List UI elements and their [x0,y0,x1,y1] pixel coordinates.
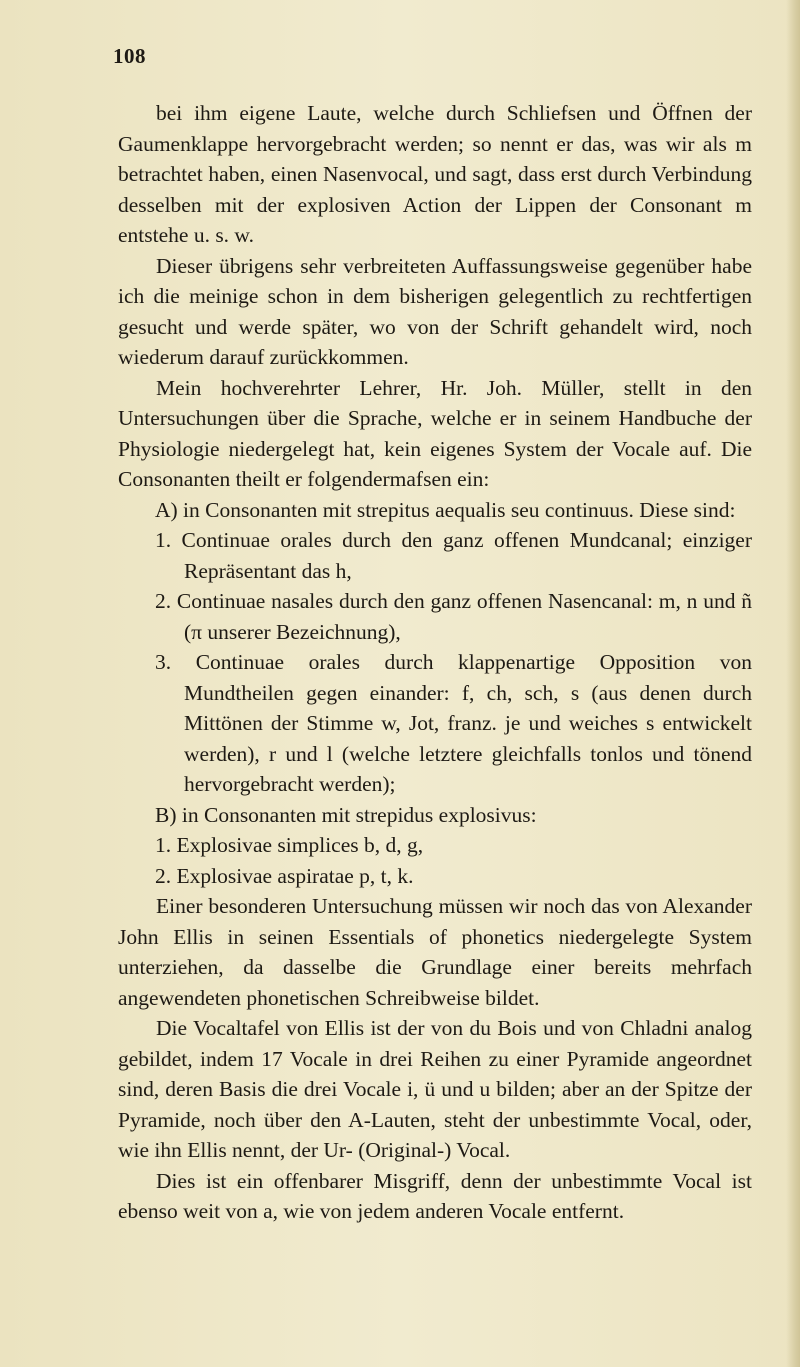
list-item-a-1: 1. Continuae orales durch den ganz offenen Mundcanal; einziger Repräsentant das h, [155,528,752,583]
list-item-a-2: 2. Continuae nasales durch den ganz offenen Nasencanal: m, n und ñ (π unserer Bezeichnung), [155,589,752,644]
list-item-b-2: 2. Explosivae aspiratae p, t, k. [155,863,414,888]
page-body [118,98,752,1227]
paragraph-4: Einer besonderen Untersuchung müssen wir noch das von Alexander John Ellis in seinen Essentials of phonetics niedergelegte System unterziehen, da dasselbe die Grundlage einer bereits mehrfach angewendeten phonetischen Schreibweise bildet. [118,894,752,1010]
list-item-a: A) in Consonanten mit strepitus aequalis seu continuus. Diese sind: [155,497,736,522]
list-item-a-3: 3. Continuae orales durch klappenartige Opposition von Mundtheilen gegen einander: f, ch, sch, s (aus denen durch Mittönen der Stimme w, Jot, franz. je und weiches s entwickelt werden), r und l (welche letztere gleichfalls tonlos und tönend hervorgebracht werden); [155,650,752,796]
list-item-b-1: 1. Explosivae simplices b, d, g, [155,833,424,857]
paragraph-2: Dieser übrigens sehr verbreiteten Auffassungsweise gegenüber habe ich die meinige schon in dem bisherigen gelegentlich zu rechtfertigen gesucht und werde später, wo von der Schrift gehandelt wird, noch wiederum darauf zurückkommen. [118,253,752,369]
list-item-b: B) in Consonanten mit strepidus explosivus: [155,802,537,827]
paragraph-3: Mein hochverehrter Lehrer, Hr. Joh. Müller, stellt in den Untersuchungen über die Sprache, welche er in seinem Handbuche der Physiologie niedergelegt hat, kein eigenes System der Vocale auf. Die Consonanten theilt er folgendermafsen ein: [118,375,752,491]
paragraph-6: Dies ist ein offenbarer Misgriff, denn der unbestimmte Vocal ist ebenso weit von a, wie von jedem anderen Vocale entfernt. [118,1168,752,1223]
page-number: 108 [113,44,146,68]
page-edge-shadow [786,0,800,1367]
paragraph-1: bei ihm eigene Laute, welche durch Schliefsen und Öffnen der Gaumenklappe hervorgebracht werden; so nennt er das, was wir als m betrachtet haben, einen Nasenvocal, und sagt, dass erst durch Verbindung desselben mit der explosiven Action der Lippen der Consonant m entstehe u. s. w. [118,101,752,247]
paragraph-5: Die Vocaltafel von Ellis ist der von du Bois und von Chladni analog gebildet, indem 17 Vocale in drei Reihen zu einer Pyramide angeordnet sind, deren Basis die drei Vocale i, ü und u bilden; aber an der Spitze der Pyramide, noch über den A-Lauten, steht der unbestimmte Vocal, oder, wie ihn Ellis nennt, der Ur- (Original-) Vocal. [118,1016,752,1162]
